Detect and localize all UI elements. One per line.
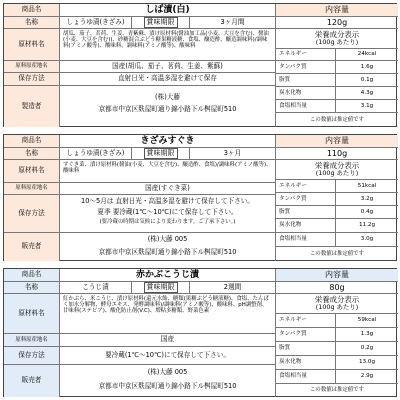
nutrition-header <box>276 294 398 314</box>
nutrient-value: 4.3g <box>336 87 398 100</box>
origin-label: 原料原産地名 <box>4 183 60 195</box>
maker-info <box>60 233 276 261</box>
maker-address: 京都市中京区麩屋町通り錦小路下ル桝屋町510 <box>98 247 237 256</box>
content-value: 120g <box>276 17 398 29</box>
content-label: 内容量 <box>276 135 398 148</box>
name-label: 名称 <box>4 17 60 29</box>
product-name-label: 商品名 <box>4 269 60 282</box>
nutrient-value: 3.0g <box>336 233 398 247</box>
estimate-note: この数値は推定値です <box>310 116 364 123</box>
nutrition-title: 栄養成分表示 <box>314 160 360 170</box>
nutrient-value: 0.4g <box>336 206 398 219</box>
estimate-note: この数値は推定値です <box>310 387 364 394</box>
shelf-life-value: 3ヶ月 <box>190 148 276 160</box>
storage-line: 夏季 要冷蔵(1℃〜10℃)にて保存して下さい。 <box>97 207 238 216</box>
storage-value <box>60 195 276 233</box>
maker-info <box>60 86 276 127</box>
product-label-card <box>3 268 397 397</box>
maker-name: (株)大藤 005 <box>147 368 188 376</box>
content-value: 80g <box>276 282 398 294</box>
product-name: きざみすぐき <box>60 135 276 148</box>
nutrient-label: 食塩相当量 <box>276 233 336 247</box>
nutrition-sub: (100g あたり) <box>315 303 359 312</box>
shelf-life-label <box>132 148 190 160</box>
nutrition-header <box>276 160 398 180</box>
nutrient-label: 炭水化物 <box>276 219 336 233</box>
nutrient-label: タンパク質 <box>276 193 336 206</box>
maker-name: (株)大藤 005 <box>147 235 188 243</box>
nutrient-value: 13.0g <box>336 356 398 370</box>
name-label: 名称 <box>4 148 60 160</box>
ingredients-label: 原材料名 <box>4 294 60 334</box>
storage-value: 直射日光・高温多湿を避けて保存 <box>60 73 276 86</box>
product-name-label: 商品名 <box>4 135 60 148</box>
nutrient-value: 3.2g <box>336 193 398 206</box>
nutrient-value: 1.6g <box>336 61 398 74</box>
name-label: 名称 <box>4 282 60 294</box>
nutrient-value: 2.9g <box>336 370 398 384</box>
nutrient-value: 59kcal <box>336 314 398 328</box>
maker-address: 京都市中京区麩屋町通り錦小路下ル桝屋町510 <box>98 381 237 390</box>
nutrition-sub: (100g あたり) <box>315 38 359 47</box>
ingredients-value: 胡瓜、茄子、茗荷、生姜、青紫蘇、漬け原材料(醤油加工品(小麦、大豆を含む)、醤油(小麦、大豆を含む))、砂糖混合ぶどう糖果糖液糖、食塩、醸造酢、醸造調味料)/調味料(アミノ酸等)、酸味料、調味料(アミノ酸等)、酸味料 <box>60 29 276 61</box>
maker-label: 製造者 <box>4 86 60 127</box>
content-value: 110g <box>276 148 398 160</box>
origin-label: 原料原産地名 <box>4 334 60 347</box>
name-value: しょうゆ漬(きざみ) <box>60 17 132 29</box>
estimate-note: この数値は推定値です <box>310 250 364 257</box>
maker-name: (株)大藤 <box>155 93 180 101</box>
storage-line: (要冷蔵の時期は気候により変わります。ご了承下さい。) <box>99 219 236 226</box>
maker-info <box>60 365 276 397</box>
nutrition-title: 栄養成分表示 <box>314 294 360 304</box>
nutrition-header <box>276 29 398 49</box>
shelf-life-badge: 賞味期限 <box>144 148 178 158</box>
maker-label: 販売者 <box>4 365 60 397</box>
storage-value: 要冷蔵(1℃〜10℃)にて保存して下さい。 <box>60 347 276 365</box>
origin-value: 国産(胡瓜、茄子、茗荷、生姜、紫蘇) <box>60 61 276 73</box>
product-label-card <box>3 134 397 261</box>
storage-label: 保存方法 <box>4 195 60 233</box>
nutrient-label: 脂質 <box>276 206 336 219</box>
shelf-life-badge: 賞味期限 <box>144 282 178 292</box>
origin-label: 原料原産地名 <box>4 61 60 73</box>
shelf-life-label <box>132 282 190 294</box>
nutrient-label: 炭水化物 <box>276 356 336 370</box>
nutrient-label: 食塩相当量 <box>276 370 336 384</box>
storage-label: 保存方法 <box>4 73 60 86</box>
name-value: しょうゆ漬(きざみ) <box>60 148 132 160</box>
nutrient-label: 食塩相当量 <box>276 100 336 113</box>
origin-value: 国産 <box>60 334 276 347</box>
nutrient-value: 1.3g <box>336 328 398 342</box>
name-value: こうじ漬 <box>60 282 132 294</box>
nutrient-label: 脂質 <box>276 74 336 87</box>
maker-address: 京都市中京区麩屋町通り錦小路下ル桝屋町510 <box>98 104 237 113</box>
nutrient-label: エネルギー <box>276 49 336 61</box>
nutrient-value: 3.1g <box>336 100 398 113</box>
nutrient-label: エネルギー <box>276 314 336 328</box>
product-name: しば漬(白) <box>60 4 276 17</box>
ingredients-label: 原材料名 <box>4 29 60 61</box>
shelf-life-value: 3ヶ月間 <box>190 17 276 29</box>
storage-line: 10〜5月は 直射日光・高温多湿を避けて保存して下さい。 <box>81 197 254 205</box>
nutrient-label: タンパク質 <box>276 61 336 74</box>
ingredients-value: 紅かぶら、米こうじ、漬け原材料(還元水飴、糖類(果糖ぶどう糖液糖)、食塩、たんぱく加水分解物、酵母エキス、発酵調味料)/調味料(アミノ酸等)、酸味料、pH調整剤、甘味料(ステビア)、酸化防止剤(V.C)、増粘多糖類、野菜色素 <box>60 294 276 334</box>
nutrient-value: 51kcal <box>336 180 398 193</box>
nutrient-label: タンパク質 <box>276 328 336 342</box>
nutrient-label: 炭水化物 <box>276 87 336 100</box>
shelf-life-label <box>132 17 190 29</box>
nutrition-sub: (100g あたり) <box>315 169 359 178</box>
maker-label: 販売者 <box>4 233 60 261</box>
shelf-life-value: 2週間 <box>190 282 276 294</box>
nutrient-value: 24kcal <box>336 49 398 61</box>
product-label-card <box>3 3 397 127</box>
nutrient-value: 0.2g <box>336 342 398 356</box>
content-label: 内容量 <box>276 4 398 17</box>
nutrient-label: エネルギー <box>276 180 336 193</box>
nutrient-value: 11.2g <box>336 219 398 233</box>
storage-label: 保存方法 <box>4 347 60 365</box>
product-name: 赤かぶこうじ漬 <box>60 269 276 282</box>
ingredients-label: 原材料名 <box>4 160 60 183</box>
origin-value: 国産(すぐき菜) <box>60 183 276 195</box>
nutrition-title: 栄養成分表示 <box>314 29 360 39</box>
product-name-label: 商品名 <box>4 4 60 17</box>
nutrient-label: 脂質 <box>276 342 336 356</box>
nutrient-value: 0.1g <box>336 74 398 87</box>
content-label: 内容量 <box>276 269 398 282</box>
shelf-life-badge: 賞味期限 <box>144 17 178 27</box>
ingredients-value: すぐき菜、漬け原材料(醤油(小麦、大豆を含む)、醸造酢、食塩)/調味料(アミノ酸等)、酸味料 <box>60 160 276 183</box>
